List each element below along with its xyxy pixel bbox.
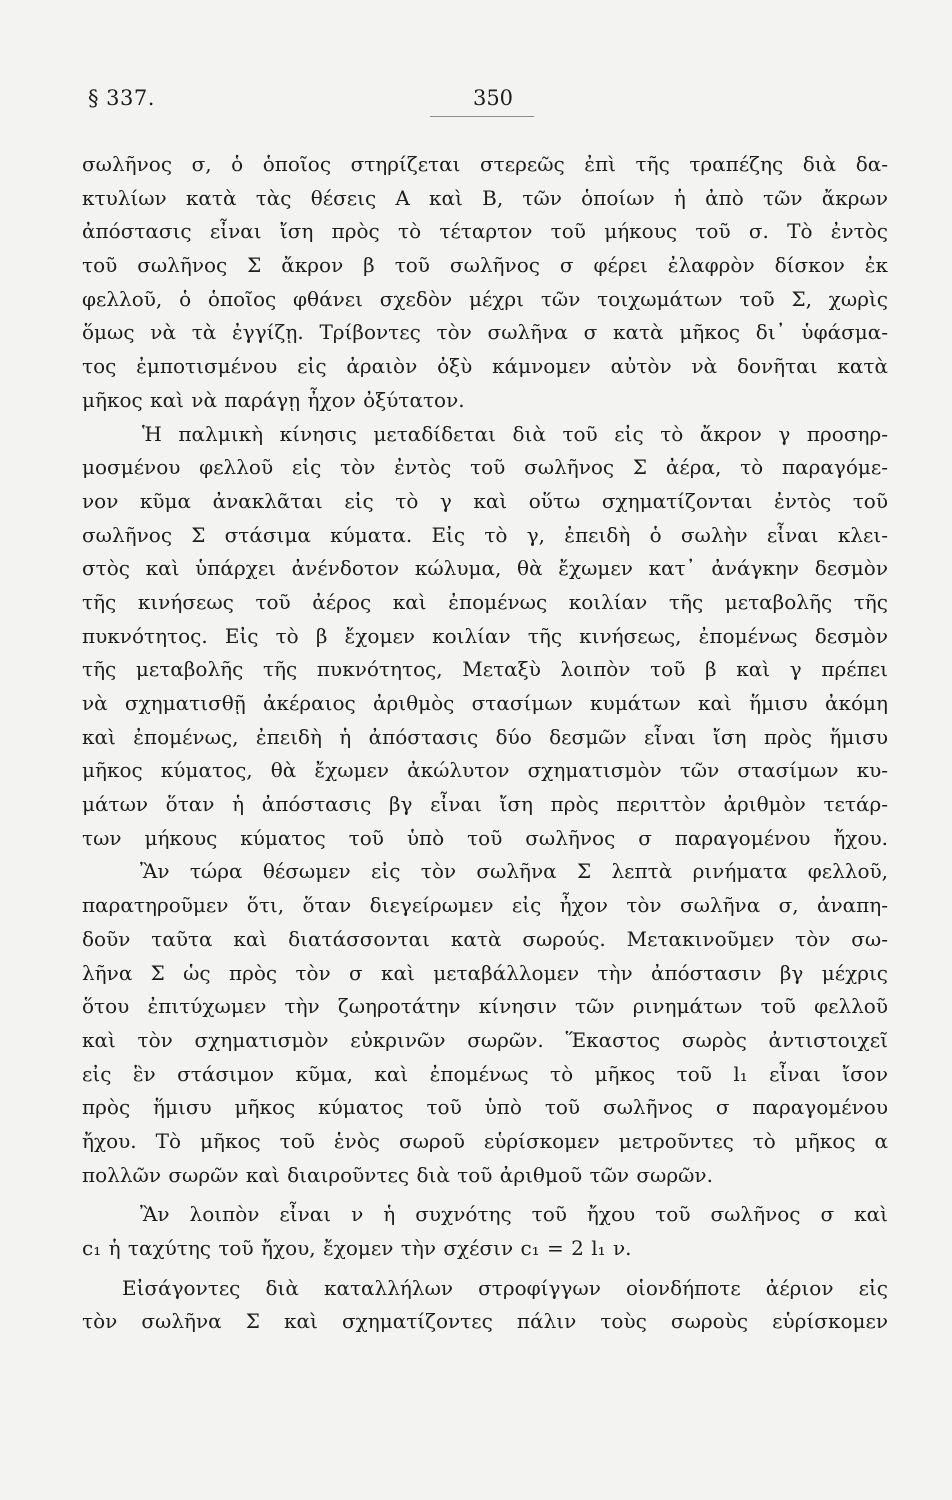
text-line: τοῦ σωλῆνος Σ ἄκρον β τοῦ σωλῆνος σ φέρει ἐλαφρὸν δίσκον ἐκ: [82, 253, 888, 278]
text-line: νὰ σχηματισθῇ ἀκέραιος ἀριθμὸς στασίμων κυμάτων καὶ ἥμισυ ἀκόμη: [82, 691, 888, 715]
text-line: φελλοῦ, ὁ ὁποῖος φθάνει σχεδὸν μέχρι τῶν τοιχωμάτων τοῦ Σ, χωρὶς: [82, 286, 888, 311]
text-line: εἰς ἓν στάσιμον κῦμα, καὶ ἐπομένως τὸ μῆκος τοῦ l₁ εἶναι ἴσον: [82, 1061, 888, 1086]
text-line: ὅτου ἐπιτύχωμεν τὴν ζωηροτάτην κίνησιν τῶν ρινημάτων τοῦ φελλοῦ: [82, 994, 888, 1019]
text-line: τὸν σωλῆνα Σ καὶ σχηματίζοντες πάλιν τοὺς σωροὺς εὑρίσκομεν: [82, 1309, 888, 1334]
text-line: ὅμως νὰ τὰ ἐγγίζῃ. Τρίβοντες τὸν σωλῆνα σ κατὰ μῆκος δι᾽ ὑφάσμα-: [82, 320, 888, 345]
text-line: σωλῆνος σ, ὁ ὁποῖος στηρίζεται στερεῶς ἐπὶ τῆς τραπέζης διὰ δα-: [82, 152, 888, 176]
text-line: πυκνότητος. Εἰς τὸ β ἔχομεν κοιλίαν τῆς κινήσεως, ἐπομένως δεσμὸν: [82, 623, 888, 648]
text-line: παρατηροῦμεν ὅτι, ὅταν διεγείρωμεν εἰς ἦχον τὸν σωλῆνα σ, ἀναπη-: [82, 893, 888, 918]
text-line: τῆς κινήσεως τοῦ ἀέρος καὶ ἐπομένως κοιλίαν τῆς μεταβολῆς τῆς: [82, 589, 888, 614]
text-line: ἤχου. Τὸ μῆκος τοῦ ἑνὸς σωροῦ εὑρίσκομεν μετροῦντες τὸ μῆκος α: [82, 1128, 888, 1153]
text-line: πολλῶν σωρῶν καὶ διαιροῦντες διὰ τοῦ ἀριθμοῦ τῶν σωρῶν.: [82, 1162, 713, 1187]
text-line: σωλῆνος Σ στάσιμα κύματα. Εἰς τὸ γ, ἐπειδὴ ὁ σωλὴν εἶναι κλει-: [82, 522, 888, 547]
text-line: μοσμένου φελλοῦ εἰς τὸν ἐντὸς τοῦ σωλῆνος Σ ἀέρα, τὸ παραγόμε-: [82, 455, 888, 480]
text-line: τῆς μεταβολῆς τῆς πυκνότητος, Μεταξὺ λοιπὸν τοῦ β καὶ γ πρέπει: [82, 657, 888, 682]
body-text: [82, 148, 888, 1339]
page-number: 350: [472, 86, 514, 110]
text-line: πρὸς ἥμισυ μῆκος κύματος τοῦ ὑπὸ τοῦ σωλῆνος σ παραγομένου: [82, 1095, 888, 1120]
text-line: στὸς καὶ ὑπάρχει ἀνένδοτον κώλυμα, θὰ ἔχωμεν κατ᾽ ἀνάγκην δεσμὸν: [82, 556, 888, 581]
text-line: δοῦν ταῦτα καὶ διατάσσονται κατὰ σωρούς. Μετακινοῦμεν τὸν σω-: [82, 926, 888, 951]
text-line: μάτων ὅταν ἡ ἀπόστασις βγ εἶναι ἴση πρὸς περιττὸν ἀριθμὸν τετάρ-: [82, 792, 888, 817]
text-line: καὶ τὸν σχηματισμὸν εὐκρινῶν σωρῶν. Ἕκαστος σωρὸς ἀντιστοιχεῖ: [82, 1027, 888, 1052]
header-underline: [430, 116, 534, 117]
text-line: νον κῦμα ἀνακλᾶται εἰς τὸ γ καὶ οὕτω σχηματίζονται ἐντὸς τοῦ: [82, 488, 888, 513]
section-reference: § 337.: [88, 86, 155, 110]
paragraph-start-line: Εἰσάγοντες διὰ καταλλήλων στροφίγγων οἱονδήποτε ἀέριον εἰς: [122, 1275, 888, 1300]
text-line: κτυλίων κατὰ τὰς θέσεις Α καὶ Β, τῶν ὁποίων ἡ ἀπὸ τῶν ἄκρων: [82, 185, 888, 210]
text-line: καὶ ἐπομένως, ἐπειδὴ ἡ ἀπόστασις δύο δεσμῶν εἶναι ἴση πρὸς ἥμισυ: [82, 724, 888, 749]
paragraph-start-line: Ἂν τώρα θέσωμεν εἰς τὸν σωλῆνα Σ λεπτὰ ρινήματα φελλοῦ,: [140, 859, 888, 884]
text-line: των μήκους κύματος τοῦ ὑπὸ τοῦ σωλῆνος σ παραγομένου ἤχου.: [82, 825, 888, 850]
text-line: μῆκος καὶ νὰ παράγῃ ἦχον ὀξύτατον.: [82, 387, 465, 412]
text-line: τος ἐμποτισμένου εἰς ἀραιὸν ὀξὺ κάμνομεν αὐτὸν νὰ δονῆται κατὰ: [82, 354, 888, 379]
text-line: ἀπόστασις εἶναι ἴση πρὸς τὸ τέταρτον τοῦ μήκους τοῦ σ. Τὸ ἐντὸς: [82, 219, 888, 244]
text-line: μῆκος κύματος, θὰ ἔχωμεν ἀκώλυτον σχηματισμὸν τῶν στασίμων κυ-: [82, 758, 888, 783]
formula-line: c₁ ἡ ταχύτης τοῦ ἤχου, ἔχομεν τὴν σχέσιν c₁ = 2 l₁ ν.: [82, 1236, 632, 1260]
paragraph-start-line: Ἡ παλμικὴ κίνησις μεταδίδεται διὰ τοῦ εἰς τὸ ἄκρον γ προσηρ-: [142, 421, 888, 446]
text-line: λῆνα Σ ὡς πρὸς τὸν σ καὶ μεταβάλλομεν τὴν ἀπόστασιν βγ μέχρις: [82, 960, 888, 985]
paragraph-start-line: Ἂν λοιπὸν εἶναι ν ἡ συχνότης τοῦ ἤχου τοῦ σωλῆνος σ καὶ: [140, 1202, 888, 1227]
